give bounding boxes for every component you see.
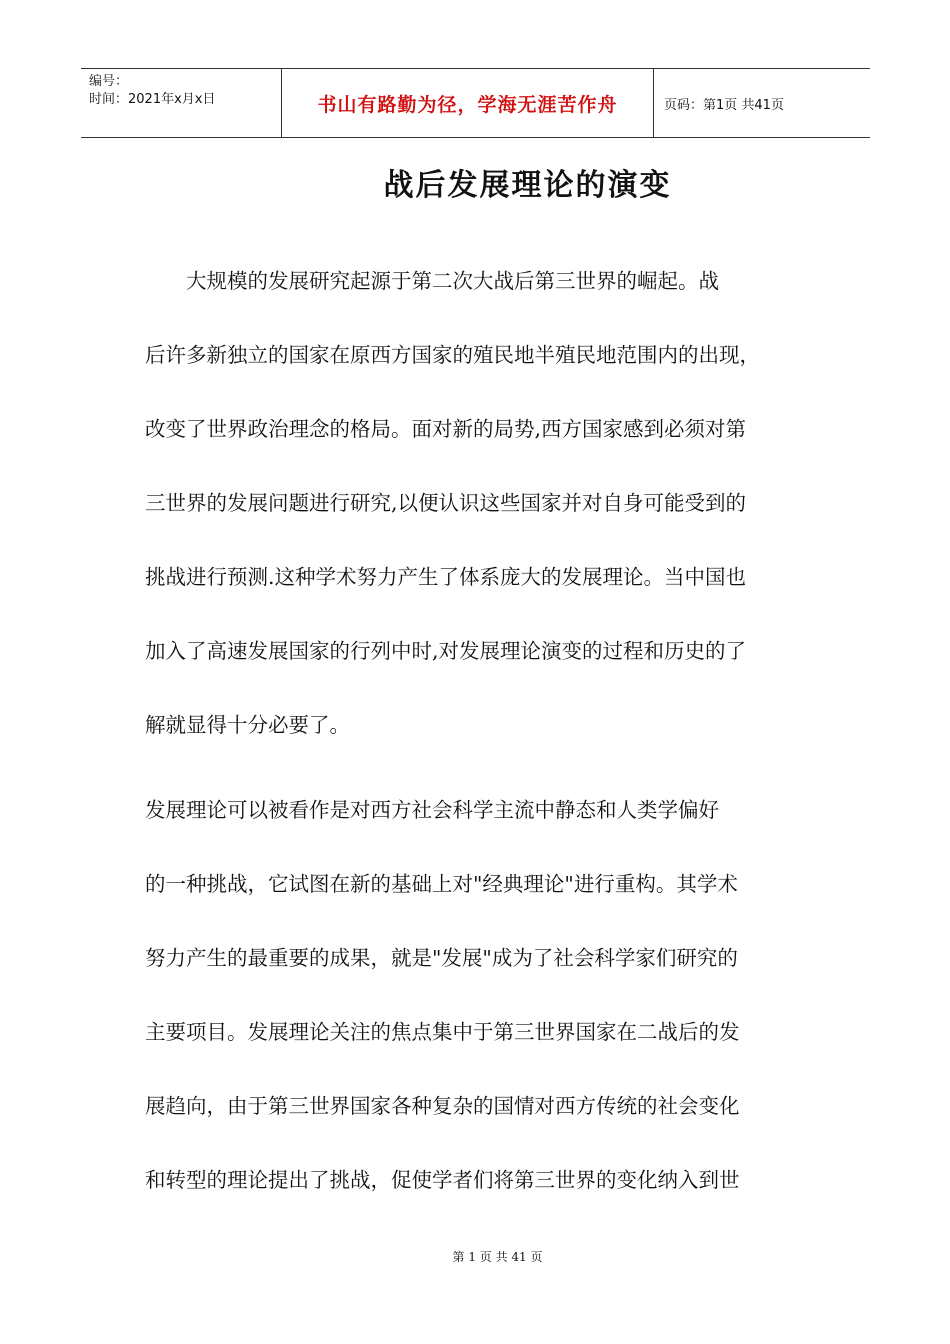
text-line: 加入了高速发展国家的行列中时,对发展理论演变的过程和历史的了 [145,639,747,663]
number-label: 编号： [89,74,129,89]
header-page-cell [654,69,870,137]
text-line: 主要项目。发展理论关注的焦点集中于第三世界国家在二战后的发 [145,1020,740,1044]
header-motto-cell [281,69,654,137]
page-footer: 第 1 页 共 41 页 [452,1250,543,1264]
text-line: 后许多新独立的国家在原西方国家的殖民地半殖民地范围内的出现， [145,343,760,367]
text-line: 和转型的理论提出了挑战，促使学者们将第三世界的变化纳入到世 [145,1168,740,1192]
text-line: 努力产生的最重要的成果，就是"发展"成为了社会科学家们研究的 [145,946,738,970]
text-line: 的一种挑战，它试图在新的基础上对"经典理论"进行重构。其学术 [145,872,738,896]
text-line: 解就显得十分必要了。 [145,713,350,737]
motto-text: 书山有路勤为径，学海无涯苦作舟 [317,93,618,116]
header-meta [81,69,281,137]
text-line: 三世界的发展问题进行研究,以便认识这些国家并对自身可能受到的 [145,491,747,515]
text-line: 改变了世界政治理念的格局。面对新的局势,西方国家感到必须对第 [145,417,747,441]
text-line: 挑战进行预测.这种学术努力产生了体系庞大的发展理论。当中国也 [145,565,747,589]
time-label: 时间：2021年x月x日 [89,92,216,107]
document-header [81,68,870,138]
text-line: 展趋向，由于第三世界国家各种复杂的国情对西方传统的社会变化 [145,1094,740,1118]
text-line: 发展理论可以被看作是对西方社会科学主流中静态和人类学偏好 [145,798,719,822]
text-line: 大规模的发展研究起源于第二次大战后第三世界的崛起。战 [145,269,719,293]
page-info: 页码：第1页 共41页 [664,97,784,113]
document-title: 战后发展理论的演变 [383,168,672,203]
